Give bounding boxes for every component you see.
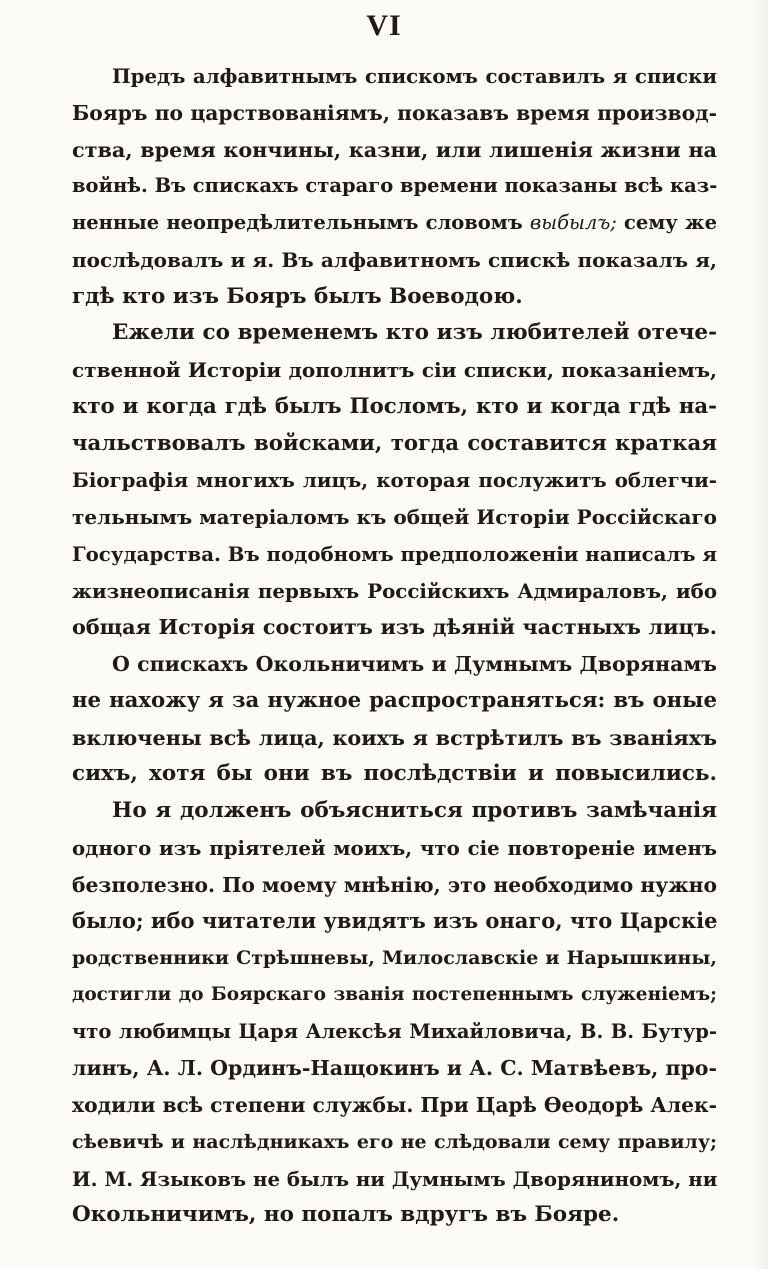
- text-segment: сему же: [624, 211, 718, 234]
- text-line: безполезно. По моему мнѣнію, это необходимо нужно: [72, 872, 717, 897]
- text-line: Государства. Въ подобномъ предположеніи написалъ я: [72, 541, 717, 566]
- text-line: ства, время кончины, казни, или лишенія жизни на: [72, 137, 717, 162]
- text-line: Біографія многихъ лицъ, которая послужитъ облегчи-: [72, 468, 717, 493]
- page-number: VI: [366, 9, 402, 42]
- text-line: О спискахъ Окольничимъ и Думнымъ Дворянамъ: [112, 652, 717, 676]
- text-line: включены всѣ лица, коихъ я встрѣтилъ въ званіяхъ: [72, 725, 717, 750]
- text-line: Ежели со временемъ кто изъ любителей отече-: [112, 320, 717, 346]
- text-line-with-italic: [72, 205, 717, 242]
- text-line: Но я долженъ объясниться противъ замѣчанія: [112, 798, 717, 823]
- text-line: послѣдовалъ и я. Въ алфавитномъ спискѣ показалъ я,: [72, 247, 717, 272]
- text-line: Бояръ по царствованіямъ, показавъ время производ-: [72, 100, 717, 125]
- text-line: И. М. Языковъ не былъ ни Думнымъ Дворяниномъ, ни: [72, 1166, 718, 1191]
- text-line: жизнеописанія первыхъ Россійскихъ Адмираловъ, ибо: [72, 578, 717, 603]
- text-line: тельнымъ матеріаломъ къ общей Исторіи Россійскаго: [72, 505, 717, 529]
- text-line: не нахожу я за нужное распространяться: въ оные: [72, 687, 717, 713]
- text-line: чальствовалъ войсками, тогда составится краткая: [72, 430, 717, 456]
- text-line: что любимцы Царя Алексѣя Михайловича, В. В. Бутур-: [72, 1019, 717, 1043]
- text-line: сѣевичѣ и наслѣдникахъ его не слѣдовали сему правилу;: [72, 1130, 717, 1153]
- text-line: родственники Стрѣшневы, Милославскіе и Нарышкины,: [72, 947, 717, 969]
- text-line: общая Исторія состоитъ изъ дѣяній частныхъ лицъ.: [72, 615, 717, 640]
- text-line: ходили всѣ степени службы. При Царѣ Ѳеодорѣ Алек-: [72, 1093, 718, 1117]
- text-line: ственной Исторіи дополнитъ сіи списки, показаніемъ,: [72, 358, 717, 382]
- text-line: одного изъ пріятелей моихъ, что сіе повтореніе именъ: [72, 835, 717, 860]
- page-text: [72, 58, 717, 1234]
- text-line: Окольничимъ, но попалъ вдругъ въ Бояре.: [72, 1202, 620, 1228]
- page-edge-shadow: [754, 0, 768, 1269]
- text-line: было; ибо читатели увидятъ изъ онаго, что Царскіе: [72, 908, 718, 934]
- text-line: достигли до Боярскаго званія постепеннымъ служеніемъ;: [72, 983, 717, 1005]
- text-line: гдѣ кто изъ Бояръ былъ Воеводою.: [72, 283, 523, 309]
- text-line: кто и когда гдѣ былъ Посломъ, кто и когда гдѣ на-: [72, 393, 717, 419]
- text-line: Предъ алфавитнымъ спискомъ составилъ я списки: [112, 64, 717, 88]
- text-line: войнѣ. Въ спискахъ стараго времени показаны всѣ каз-: [72, 174, 718, 198]
- italic-word: выбылъ;: [529, 211, 617, 234]
- text-segment: ненные неопредѣлительнымъ словомъ: [72, 211, 523, 234]
- text-line: линъ, А. Л. Ординъ-Нащокинъ и А. С. Матвѣевъ, про-: [72, 1056, 717, 1081]
- text-line: сихъ, хотя бы они въ послѣдствіи и повысились.: [72, 761, 717, 787]
